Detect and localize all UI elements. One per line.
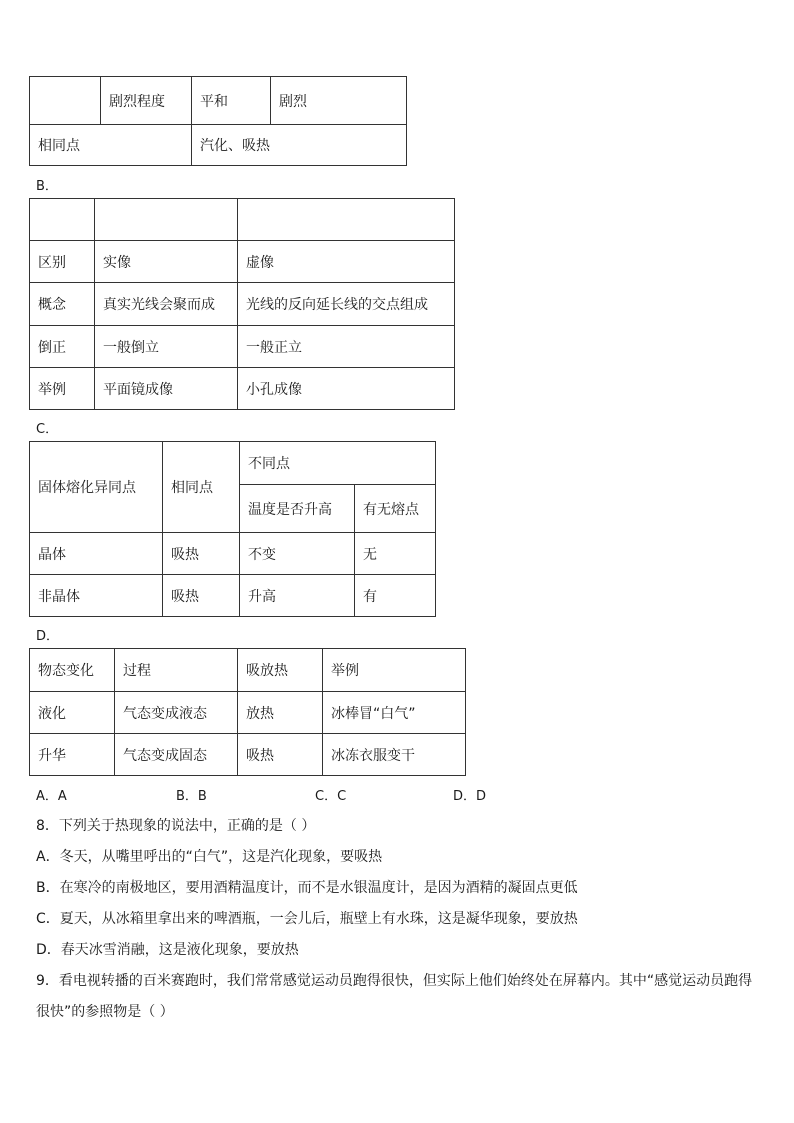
table-cell: 小孔成像: [238, 368, 455, 410]
table-c: [29, 441, 436, 617]
table-cell: [30, 77, 101, 125]
q8-option-a[interactable]: A．冬天，从嘴里呼出的“白气”，这是汽化现象，要吸热: [36, 849, 383, 865]
table-cell: 升高: [240, 575, 355, 617]
table-cell: 吸热: [238, 734, 323, 776]
q9-stem-line1: 9．看电视转播的百米赛跑时，我们常常感觉运动员跑得很快，但实际上他们始终处在屏幕内。其中“感觉运动员跑得: [36, 973, 753, 989]
table-cell: 吸热: [163, 533, 240, 575]
q8-option-d[interactable]: D．春天冰雪消融，这是液化现象，要放热: [36, 942, 299, 958]
table-cell: 一般正立: [238, 326, 455, 368]
table-cell: 虚像: [238, 241, 455, 283]
table-cell: 光线的反向延长线的交点组成: [238, 283, 455, 326]
table-cell: 无: [355, 533, 436, 575]
table-b: [29, 198, 455, 410]
table-cell: 非晶体: [30, 575, 163, 617]
q8-stem: 8．下列关于热现象的说法中，正确的是（ ）: [36, 818, 316, 834]
table-cell: [238, 199, 455, 241]
table-a: [29, 76, 407, 166]
table-cell: 汽化、吸热: [192, 125, 407, 166]
option-label-b: B．: [36, 179, 58, 194]
table-cell: 升华: [30, 734, 115, 776]
table-cell: 固体熔化异同点: [30, 442, 163, 533]
table-cell: 冰棒冒“白气”: [323, 692, 466, 734]
table-cell: 吸放热: [238, 649, 323, 692]
table-cell: 液化: [30, 692, 115, 734]
table-cell: 一般倒立: [95, 326, 238, 368]
table-cell: 放热: [238, 692, 323, 734]
q7-option-b[interactable]: B．B: [176, 789, 207, 804]
table-cell: 物态变化: [30, 649, 115, 692]
q8-option-b[interactable]: B．在寒冷的南极地区，要用酒精温度计，而不是水银温度计，是因为酒精的凝固点更低: [36, 880, 578, 896]
table-cell: 实像: [95, 241, 238, 283]
table-cell: 温度是否升高: [240, 485, 355, 533]
table-cell: 倒正: [30, 326, 95, 368]
q7-option-d[interactable]: D．D: [453, 789, 487, 804]
q9-stem-line2: 很快”的参照物是（ ）: [36, 1004, 174, 1020]
table-cell: 区别: [30, 241, 95, 283]
table-cell: [95, 199, 238, 241]
table-cell: 相同点: [30, 125, 192, 166]
table-d: [29, 648, 466, 776]
table-cell: 平面镜成像: [95, 368, 238, 410]
table-cell: 气态变成固态: [115, 734, 238, 776]
option-label-c: C．: [36, 422, 59, 437]
q7-option-c[interactable]: C．C: [315, 789, 347, 804]
table-cell: 剧烈: [271, 77, 407, 125]
table-cell: 不同点: [240, 442, 436, 485]
table-cell: 晶体: [30, 533, 163, 575]
table-cell: 有: [355, 575, 436, 617]
table-cell: 平和: [192, 77, 271, 125]
table-cell: 不变: [240, 533, 355, 575]
table-cell: 冰冻衣服变干: [323, 734, 466, 776]
table-cell: [30, 199, 95, 241]
table-cell: 气态变成液态: [115, 692, 238, 734]
q8-option-c[interactable]: C．夏天，从冰箱里拿出来的啤酒瓶，一会儿后，瓶壁上有水珠，这是凝华现象，要放热: [36, 911, 578, 927]
table-cell: 吸热: [163, 575, 240, 617]
q7-option-a[interactable]: A．A: [36, 789, 67, 804]
table-cell: 概念: [30, 283, 95, 326]
table-cell: 剧烈程度: [101, 77, 192, 125]
table-cell: 相同点: [163, 442, 240, 533]
table-cell: 举例: [323, 649, 466, 692]
table-cell: 真实光线会聚而成: [95, 283, 238, 326]
option-label-d: D．: [36, 629, 60, 644]
table-cell: 举例: [30, 368, 95, 410]
table-cell: 有无熔点: [355, 485, 436, 533]
table-cell: 过程: [115, 649, 238, 692]
